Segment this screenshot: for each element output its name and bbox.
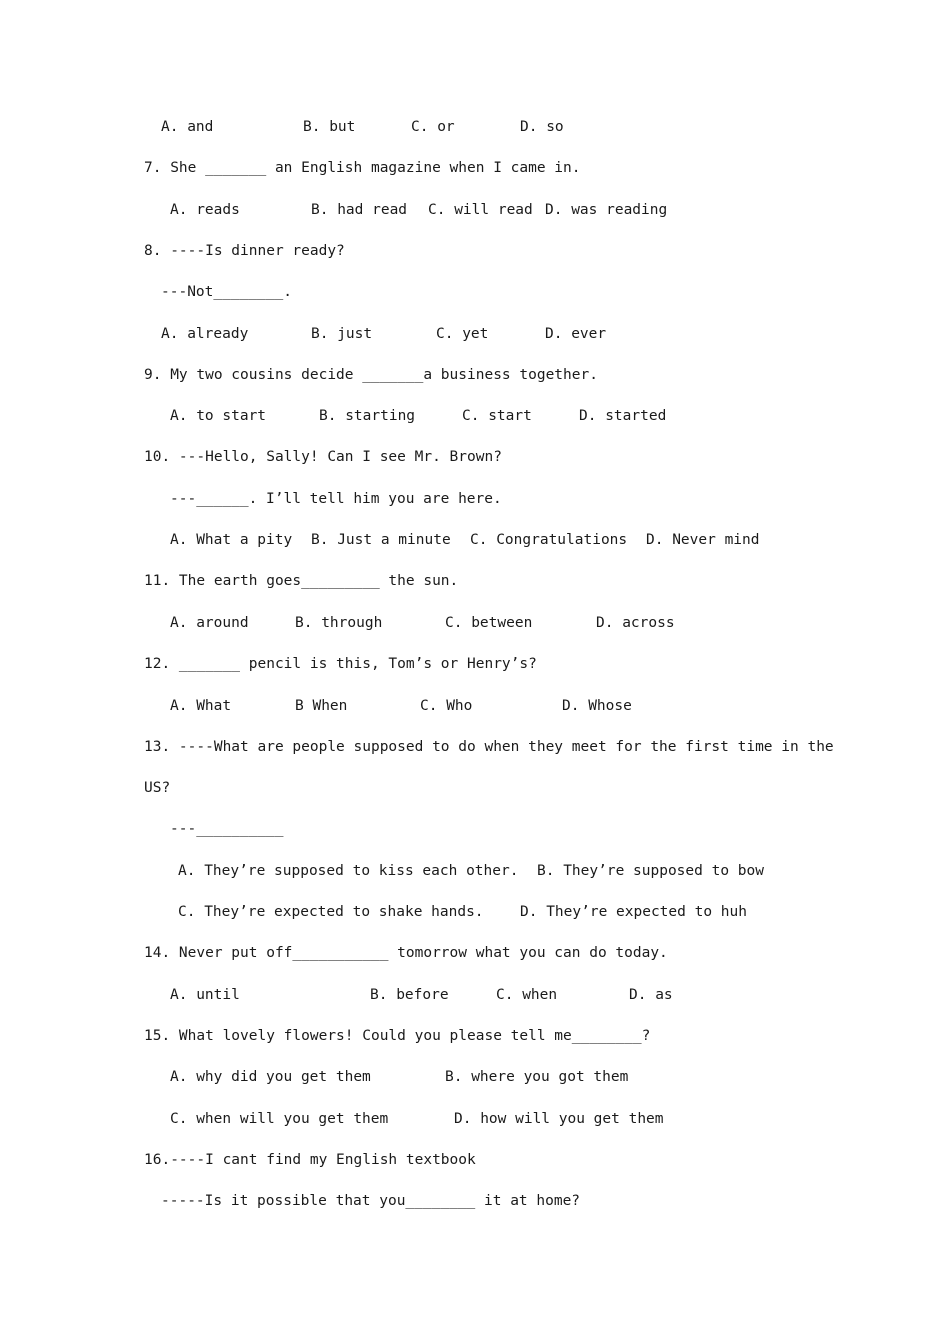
q13-reply: ---__________	[170, 821, 284, 837]
q16-reply: -----Is it possible that you________ it at home?	[161, 1193, 581, 1209]
q15-option-a: A. why did you get them	[170, 1069, 371, 1085]
q9-option-a: A. to start	[170, 408, 267, 424]
q11-option-b: B. through	[295, 615, 383, 631]
q6-option-c: C. or	[411, 119, 455, 135]
q13-option-c: C. They’re expected to shake hands.	[178, 904, 484, 920]
q11-option-a: A. around	[170, 615, 249, 631]
q11-stem: 11. The earth goes_________ the sun.	[144, 573, 459, 589]
q7-option-b: B. had read	[311, 202, 408, 218]
q8-option-a: A. already	[161, 326, 249, 342]
q7-option-d: D. was reading	[545, 202, 668, 218]
q14-option-d: D. as	[629, 987, 673, 1003]
q15-stem: 15. What lovely flowers! Could you please tell me________?	[144, 1028, 651, 1044]
q13-option-a: A. They’re supposed to kiss each other.	[178, 863, 519, 879]
q11-option-c: C. between	[445, 615, 533, 631]
q7-option-a: A. reads	[170, 202, 240, 218]
q10-option-c: C. Congratulations	[470, 532, 628, 548]
q12-option-d: D. Whose	[562, 698, 632, 714]
q10-option-a: A. What a pity	[170, 532, 293, 548]
q8-option-b: B. just	[311, 326, 373, 342]
q12-option-c: C. Who	[420, 698, 473, 714]
q12-option-b: B When	[295, 698, 348, 714]
q16-stem: 16.----I cant find my English textbook	[144, 1152, 476, 1168]
q10-stem: 10. ---Hello, Sally! Can I see Mr. Brown?	[144, 449, 502, 465]
q6-option-a: A. and	[161, 119, 214, 135]
q12-option-a: A. What	[170, 698, 232, 714]
q15-option-b: B. where you got them	[445, 1069, 629, 1085]
q13-stem-line1: 13. ----What are people supposed to do when they meet for the first time in the	[144, 739, 834, 755]
q10-option-b: B. Just a minute	[311, 532, 451, 548]
q15-option-c: C. when will you get them	[170, 1111, 389, 1127]
q7-option-c: C. will read	[428, 202, 533, 218]
q10-option-d: D. Never mind	[646, 532, 760, 548]
q13-stem-line2: US?	[144, 780, 171, 796]
q14-option-a: A. until	[170, 987, 240, 1003]
q12-stem: 12. _______ pencil is this, Tom’s or Henry’s?	[144, 656, 537, 672]
q9-option-b: B. starting	[319, 408, 416, 424]
q9-stem: 9. My two cousins decide _______a business together.	[144, 367, 598, 383]
q15-option-d: D. how will you get them	[454, 1111, 664, 1127]
q6-option-b: B. but	[303, 119, 356, 135]
q6-option-d: D. so	[520, 119, 564, 135]
q8-option-d: D. ever	[545, 326, 607, 342]
q8-reply: ---Not________.	[161, 284, 292, 300]
q10-reply: ---______. I’ll tell him you are here.	[170, 491, 502, 507]
q13-option-d: D. They’re expected to huh	[520, 904, 747, 920]
q7-stem: 7. She _______ an English magazine when I came in.	[144, 160, 581, 176]
q9-option-d: D. started	[579, 408, 667, 424]
q8-stem: 8. ----Is dinner ready?	[144, 243, 345, 259]
q14-option-b: B. before	[370, 987, 449, 1003]
q13-option-b: B. They’re supposed to bow	[537, 863, 764, 879]
q8-option-c: C. yet	[436, 326, 489, 342]
q9-option-c: C. start	[462, 408, 532, 424]
q14-stem: 14. Never put off___________ tomorrow what you can do today.	[144, 945, 668, 961]
q11-option-d: D. across	[596, 615, 675, 631]
q14-option-c: C. when	[496, 987, 558, 1003]
